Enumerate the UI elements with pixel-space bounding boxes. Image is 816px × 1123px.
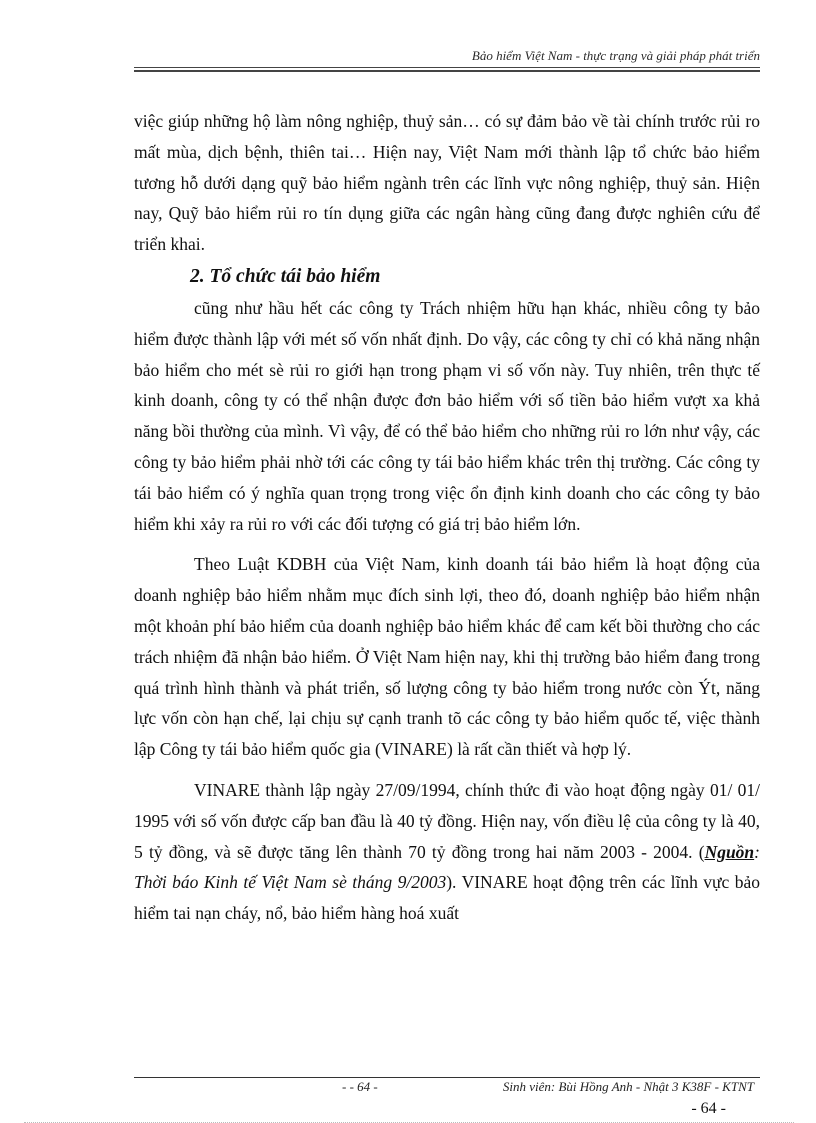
paragraph-4-text-b: ). VINARE hoạt động trên các lĩnh vực bảo hiểm tai nạn cháy, nổ, bảo hiểm hàng hoá xuất (134, 872, 760, 924)
document-body (134, 106, 760, 929)
source-label: Nguồn (704, 841, 755, 862)
footer-author: Sinh viên: Bùi Hồng Anh - Nhật 3 K38F - KTNT (502, 1079, 754, 1094)
paragraph-2: cũng như hầu hết các công ty Trách nhiệm hữu hạn khác, nhiều công ty bảo hiểm được thành lập với mét số vốn nhất định. Do vậy, các công ty chỉ có khả năng nhận bảo hiểm cho mét sè rủi ro giới hạn trong phạm vi số vốn này. Tuy nhiên, trên thực tế kinh doanh, công ty có thể nhận được đơn bảo hiểm với số tiền bảo hiểm vượt xa khả năng bồi thường của mình. Vì vậy, để có thể bảo hiểm cho những rủi ro lớn như vậy, các công ty bảo hiểm phải nhờ tới các công ty tái bảo hiểm khác trên thị trường. Các công ty tái bảo hiểm có ý nghĩa quan trọng trong việc ổn định kinh doanh cho các công ty bảo hiểm khi xảy ra rủi ro với các đối tượng có giá trị bảo hiểm lớn. (134, 297, 760, 534)
paragraph-1: việc giúp những hộ làm nông nghiệp, thuỷ sản… có sự đảm bảo về tài chính trước rủi ro mất mùa, dịch bệnh, thiên tai… Hiện nay, Việt Nam mới thành lập tổ chức bảo hiểm tương hỗ dưới dạng quỹ bảo hiểm ngành trên các lĩnh vực nông nghiệp, thuỷ sản. Hiện nay, Quỹ bảo hiểm rủi ro tín dụng giữa các ngân hàng cũng đang được nghiên cứu để triển khai. (134, 111, 760, 255)
section-heading: 2. Tổ chức tái bảo hiểm (190, 265, 381, 287)
header-double-rule (134, 67, 760, 72)
footer-page-label: - - 64 - (342, 1079, 378, 1094)
page-number: - 64 - (691, 1100, 726, 1117)
source-citation: : Thời báo Kinh tế Việt Nam sè tháng 9/2003 (134, 841, 760, 893)
paragraph-3: Theo Luật KDBH của Việt Nam, kinh doanh tái bảo hiểm là hoạt động của doanh nghiệp bảo hiểm nhằm mục đích sinh lợi, theo đó, doanh nghiệp bảo hiểm nhận một khoản phí bảo hiểm của doanh nghiệp bảo hiểm khác để cam kết bồi thường cho các trách nhiệm đã nhận bảo hiểm. Ở Việt Nam hiện nay, khi thị trường bảo hiểm đang trong quá trình hình thành và phát triển, số lượng công ty bảo hiểm trong nước còn Ýt, năng lực vốn còn hạn chế, lại chịu sự cạnh tranh tõ các công ty bảo hiểm quốc tế, việc thành lập Công ty tái bảo hiểm quốc gia (VINARE) là rất cần thiết và hợp lý. (134, 554, 760, 760)
footer-rule (134, 1077, 760, 1078)
paragraph-4-text-a: VINARE thành lập ngày 27/09/1994, chính thức đi vào hoạt động ngày 01/ 01/ 1995 với số vốn được cấp ban đầu là 40 tỷ đồng. Hiện nay, vốn điều lệ của công ty là 40, 5 tỷ đồng, và sẽ được tăng lên thành 70 tỷ đồng trong hai năm 2003 - 2004. ( (134, 779, 760, 862)
paragraph-4 (134, 775, 760, 929)
running-header: Bảo hiểm Việt Nam - thực trạng và giải pháp phát triển (471, 48, 760, 63)
